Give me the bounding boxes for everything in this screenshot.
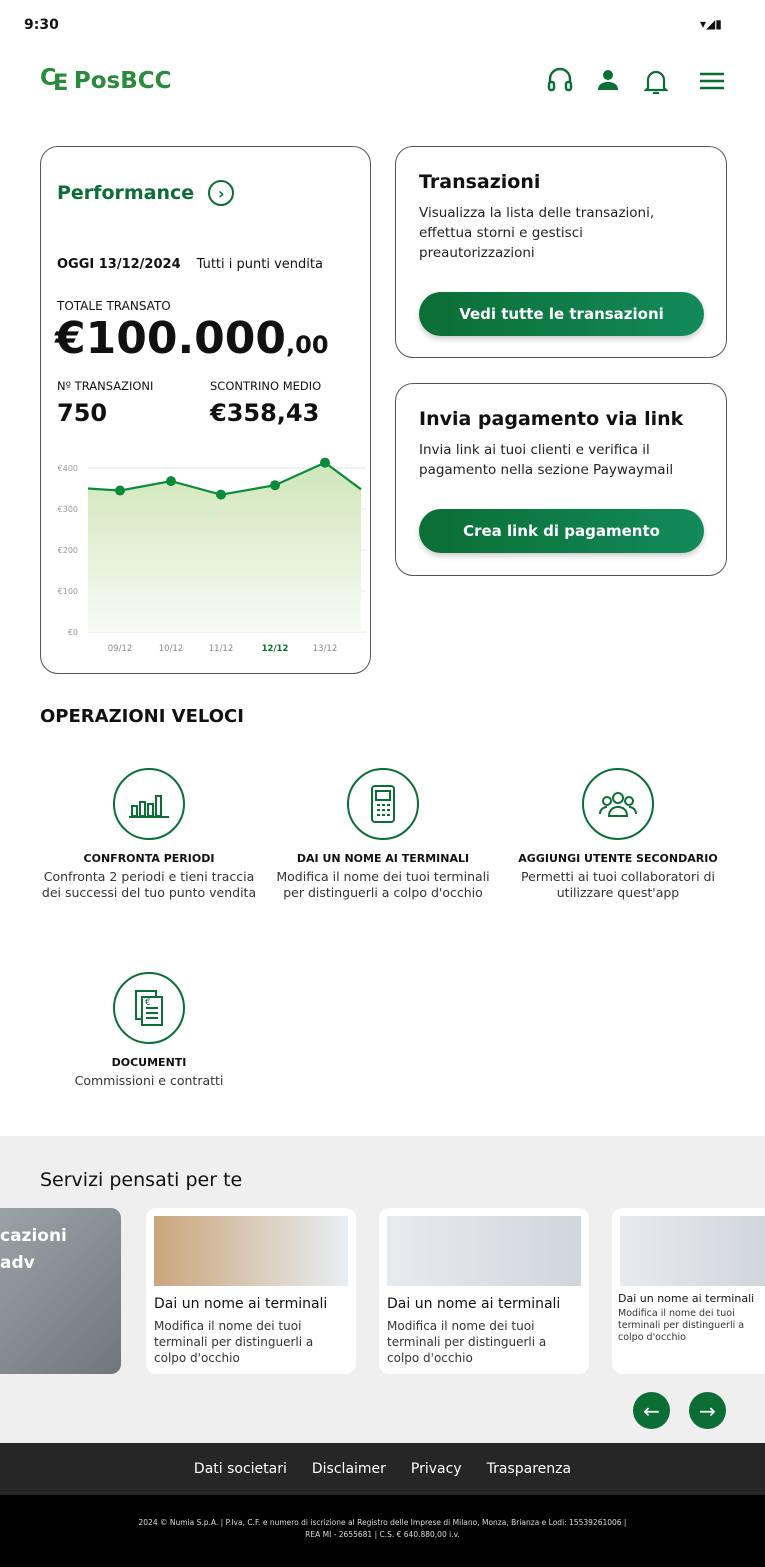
performance-chart xyxy=(41,447,369,657)
footer-link-disclaimer[interactable]: Disclaimer xyxy=(311,1461,386,1477)
transactions-desc: Visualizza la lista delle transazioni, effettua storni e gestisci preautorizzazioni xyxy=(419,205,655,261)
tx-label: Nº TRANSAZIONI xyxy=(57,379,154,393)
avg-label: SCONTRINO MEDIO xyxy=(210,379,322,393)
total-label: TOTALE TRANSATO xyxy=(57,299,171,313)
footer-link-privacy[interactable]: Privacy xyxy=(410,1461,462,1477)
y-tick-label: €100 xyxy=(57,587,78,596)
menu-icon[interactable] xyxy=(700,72,724,94)
performance-title: Performance xyxy=(57,182,195,204)
payment-link-card xyxy=(395,383,727,576)
payment-link-title: Invia pagamento via link xyxy=(419,408,684,430)
status-icons: ▾◢▮ xyxy=(700,17,722,31)
service-card[interactable]: Dai un nome ai terminali Modifica il nome dei tuoi terminali per distinguerli a colpo d'occhio xyxy=(612,1208,765,1374)
date-label: OGGI 13/12/2024 xyxy=(57,257,181,272)
data-point xyxy=(166,476,176,486)
documents-icon xyxy=(113,972,185,1044)
tx-value: 750 xyxy=(57,399,108,427)
performance-card[interactable] xyxy=(40,146,371,674)
footer-link-transparency[interactable]: Trasparenza xyxy=(486,1461,572,1477)
svg-text:€: € xyxy=(145,998,151,1008)
pos-terminal-icon xyxy=(347,768,419,840)
service-image xyxy=(620,1216,765,1286)
x-tick-label: 09/12 xyxy=(107,644,133,654)
data-point xyxy=(320,458,330,468)
service-image xyxy=(154,1216,348,1286)
x-tick-label: 10/12 xyxy=(158,644,184,654)
footer-links xyxy=(0,1443,765,1495)
data-point xyxy=(270,480,280,490)
footer-link-company[interactable]: Dati societari xyxy=(193,1461,287,1477)
transactions-card xyxy=(395,146,727,358)
avg-value: €358,43 xyxy=(210,399,320,427)
y-tick-label: €200 xyxy=(57,546,78,555)
users-group-icon xyxy=(582,768,654,840)
x-tick-label: 11/12 xyxy=(208,644,234,654)
chevron-right-icon[interactable]: › xyxy=(208,180,234,206)
y-tick-label: €300 xyxy=(57,505,78,514)
support-headset-icon[interactable] xyxy=(546,66,574,94)
service-card[interactable]: Dai un nome ai terminali Modifica il nome dei tuoi terminali per distinguerli a colpo d'occhio xyxy=(146,1208,356,1374)
bar-chart-icon xyxy=(113,768,185,840)
service-card-partial[interactable]: cazioni adv xyxy=(0,1208,121,1374)
transactions-title: Transazioni xyxy=(419,171,541,193)
op-documents[interactable]: € DOCUMENTI Commissioni e contratti xyxy=(34,972,264,1089)
operations-title: OPERAZIONI VELOCI xyxy=(40,706,244,727)
total-value: €100.000,00 xyxy=(55,313,329,364)
bell-icon[interactable] xyxy=(644,68,668,100)
carousel-prev-button[interactable]: ← xyxy=(633,1392,670,1429)
create-link-button[interactable]: Crea link di pagamento xyxy=(419,509,704,553)
scope-label: Tutti i punti vendita xyxy=(196,257,323,272)
y-tick-label: €0 xyxy=(67,628,78,637)
status-time: 9:30 xyxy=(24,17,59,33)
view-transactions-button[interactable]: Vedi tutte le transazioni xyxy=(419,292,704,336)
data-point xyxy=(216,490,226,500)
payment-link-desc: Invia link ai tuoi clienti e verifica il pagamento nella sezione Paywaymail xyxy=(419,442,674,478)
footer-legal: 2024 © Numia S.p.A. | P.Iva, C.F. e numero di iscrizione al Registro delle Imprese di Milano, Monza, Brianza e Lodi: 15539261006 | REA MI - 2655681 | C.S. € 640.880,00 i.v. xyxy=(0,1495,765,1567)
carousel-next-button[interactable]: → xyxy=(689,1392,726,1429)
y-tick-label: €400 xyxy=(57,464,78,473)
op-add-secondary-user[interactable]: AGGIUNGI UTENTE SECONDARIO Permetti ai tuoi collaboratori di utilizzare quest'app xyxy=(503,768,733,901)
data-point xyxy=(115,486,125,496)
x-tick-label: 13/12 xyxy=(312,644,338,654)
logo[interactable]: ₠ PosBCC xyxy=(40,63,172,98)
services-title: Servizi pensati per te xyxy=(40,1169,243,1191)
op-rename-terminals[interactable]: DAI UN NOME AI TERMINALI Modifica il nome dei tuoi terminali per distinguerli a colpo d'occhio xyxy=(268,768,498,901)
op-compare-periods[interactable]: CONFRONTA PERIODI Confronta 2 periodi e tieni traccia dei successi del tuo punto vendita xyxy=(34,768,264,901)
user-icon[interactable] xyxy=(596,68,620,96)
service-image xyxy=(387,1216,581,1286)
x-tick-label: 12/12 xyxy=(261,644,289,654)
logo-icon: ₠ xyxy=(40,63,68,98)
service-card[interactable]: Dai un nome ai terminali Modifica il nome dei tuoi terminali per distinguerli a colpo d'occhio xyxy=(379,1208,589,1374)
